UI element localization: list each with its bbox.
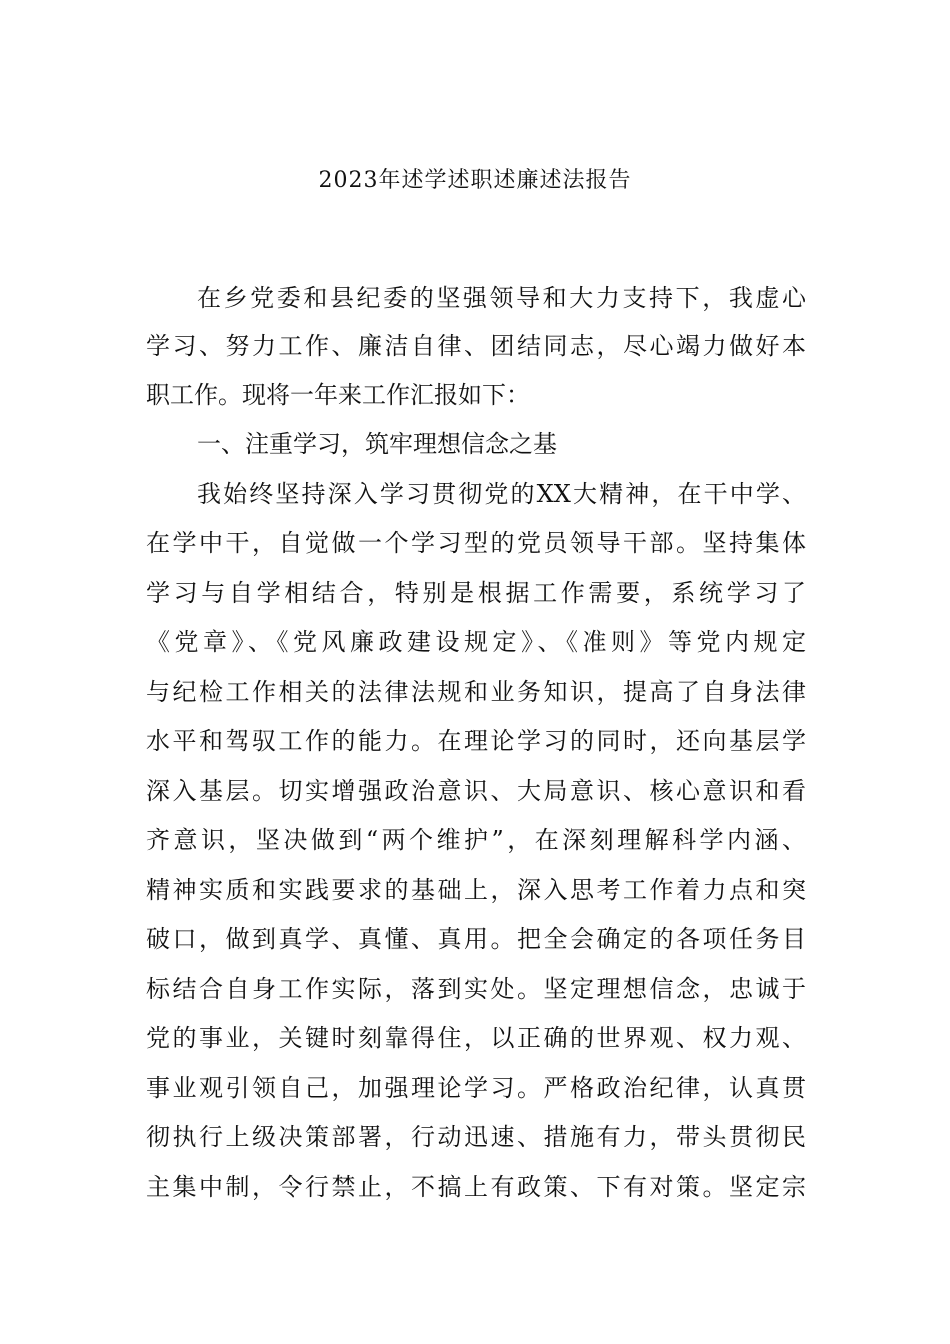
paragraph-line: 职工作。现将一年来工作汇报如下： [146,381,530,409]
paragraph-line: 事业观引领自己，加强理论学习。严格政治纪律，认真贯 [146,1074,806,1102]
paragraph-line: 学习与自学相结合，特别是根据工作需要，系统学习了 [146,579,806,607]
paragraph-line: 在乡党委和县纪委的坚强领导和大力支持下，我虚心 [197,284,806,312]
paragraph-line: 党的事业，关键时刻靠得住，以正确的世界观、权力观、 [146,1024,806,1052]
paragraph-line: 深入基层。切实增强政治意识、大局意识、核心意识和看 [146,777,806,805]
document-title: 2023年述学述职述廉述法报告 [318,168,632,193]
paragraph-line: 学习、努力工作、廉洁自律、团结同志，尽心竭力做好本 [146,332,806,360]
paragraph-line: 《党章》、《党风廉政建设规定》、《准则》等党内规定 [146,628,806,656]
paragraph-line: 齐意识，坚决做到“两个维护”，在深刻理解科学内涵、 [146,826,806,854]
paragraph-line: 标结合自身工作实际，落到实处。坚定理想信念，忠诚于 [146,975,806,1003]
paragraph-line: 精神实质和实践要求的基础上，深入思考工作着力点和突 [146,876,806,904]
paragraph-line: 彻执行上级决策部署，行动迅速、措施有力，带头贯彻民 [146,1123,806,1151]
paragraph-line: 与纪检工作相关的法律法规和业务知识，提高了自身法律 [146,678,806,706]
paragraph-line: 在学中干，自觉做一个学习型的党员领导干部。坚持集体 [146,529,806,557]
section-heading: 一、注重学习，筑牢理想信念之基 [197,430,557,458]
paragraph-line: 我始终坚持深入学习贯彻党的XX大精神，在干中学、 [197,480,806,508]
paragraph-line: 主集中制，令行禁止，不搞上有政策、下有对策。坚定宗 [146,1173,806,1201]
paragraph-line: 水平和驾驭工作的能力。在理论学习的同时，还向基层学 [146,727,806,755]
paragraph-line: 破口，做到真学、真懂、真用。把全会确定的各项任务目 [146,925,806,953]
